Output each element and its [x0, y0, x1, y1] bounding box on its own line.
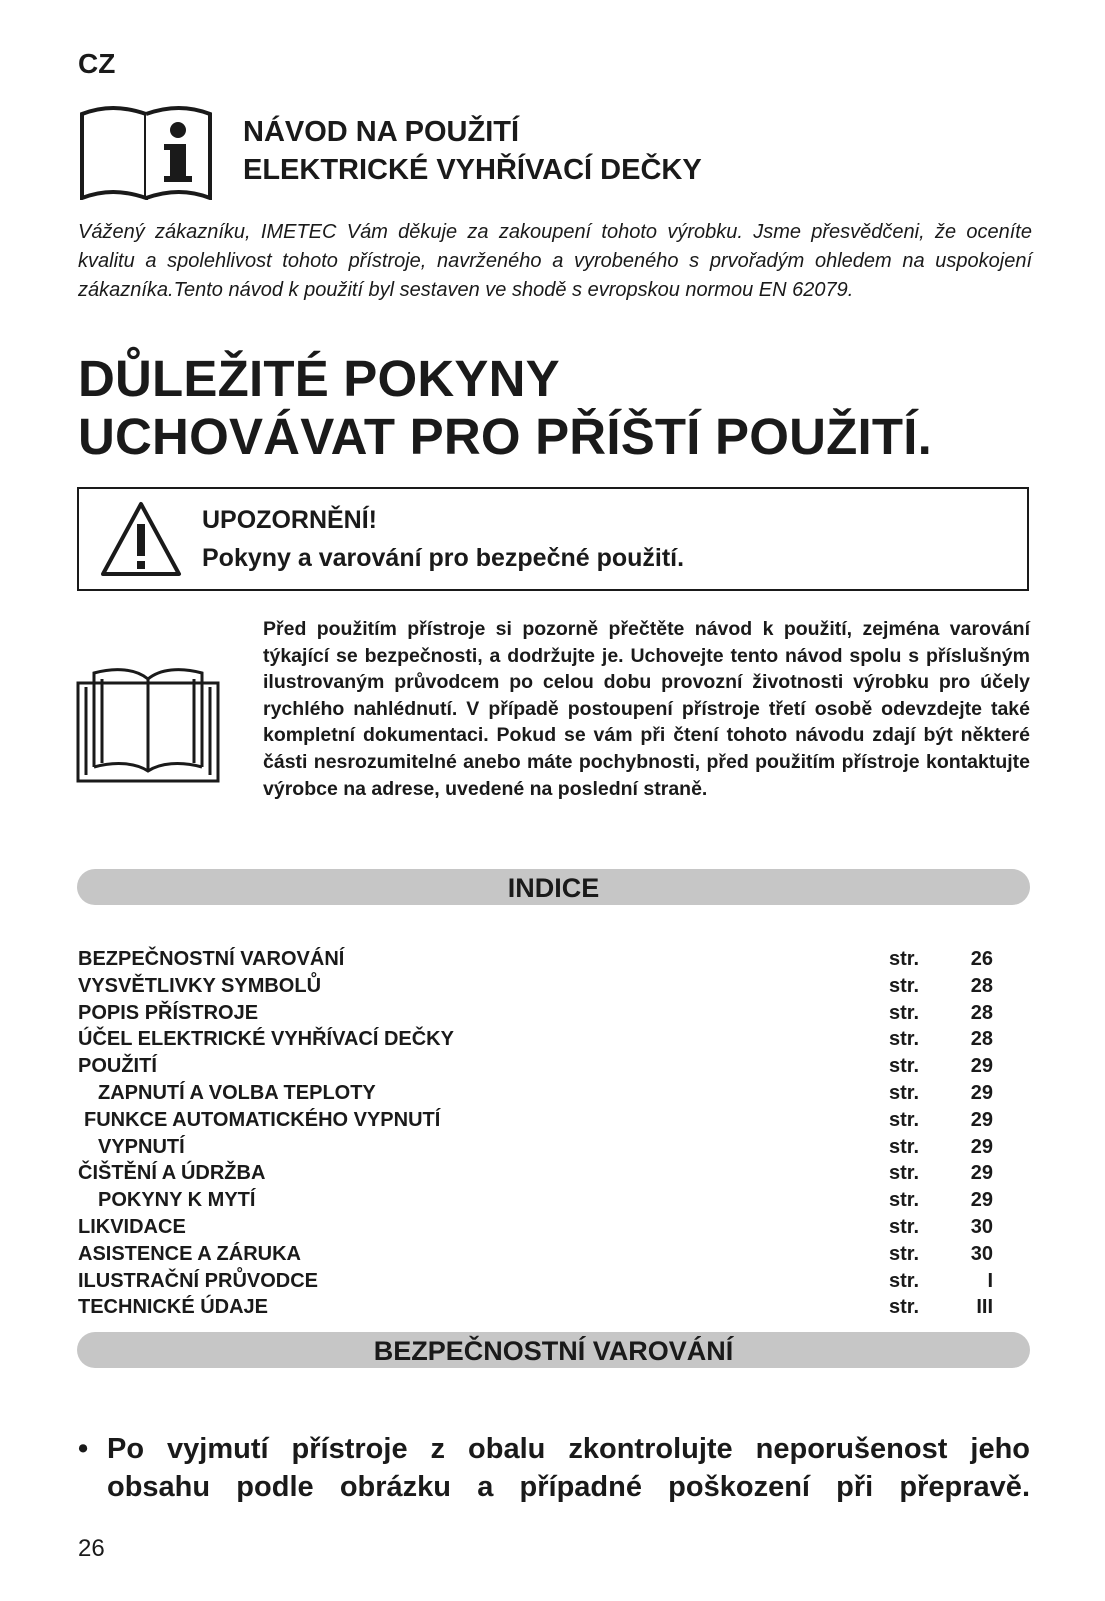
important-line2: UCHOVÁVAT PRO PŘÍŠTÍ POUŽITÍ.: [78, 408, 932, 465]
warning-text: [202, 501, 684, 577]
toc-row: [78, 1241, 993, 1268]
read-manual-paragraph: Před použitím přístroje si pozorně přečtěte návod k použití, zejména varování týkající se bezpečnosti, a dodržujte je. Uchovejte tento návod spolu s příslušným ilustrovaným průvodcem po celou dobu provozní životnosti výrobku pro účely rychlého nahlédnutí. V případě postoupení přístroje třetí osobě odevzdejte také kompletní dokumentaci. Pokud se vám při čtení tohoto návodu zdají být některé části nesrozumitelné anebo máte pochybnosti, před použitím přístroje kontaktujte výrobce na adrese, uvedené na poslední straně.: [263, 618, 1030, 800]
toc-row: [78, 1053, 993, 1080]
toc-page-number: 29: [970, 1081, 993, 1104]
toc-entry-title: BEZPEČNOSTNÍ VAROVÁNÍ: [78, 948, 345, 970]
toc-page-number: 30: [970, 1215, 993, 1238]
toc-page-number: 28: [970, 974, 993, 997]
page-number: 26: [78, 1535, 105, 1562]
toc-entry-title: VYPNUTÍ: [98, 1135, 185, 1158]
toc-page-number: 26: [970, 948, 993, 970]
toc-page-number: 29: [970, 1189, 993, 1212]
bullet-icon: •: [78, 1433, 89, 1465]
manual-title-line2: ELEKTRICKÉ VYHŘÍVACÍ DEČKY: [243, 154, 702, 186]
toc-row: [78, 1214, 993, 1241]
toc-row: [78, 1294, 993, 1321]
toc-page-number: 29: [970, 1135, 993, 1158]
toc-page-number: 29: [970, 1108, 993, 1131]
warning-heading: UPOZORNĚNÍ!: [202, 506, 377, 534]
toc-page-prefix: str.: [889, 1108, 920, 1131]
index-heading: INDICE: [77, 869, 1030, 905]
toc-page-number: III: [976, 1296, 993, 1319]
safety-bullet-line1: Po vyjmutí přístroje z obalu zkontrolujte neporušenost jeho: [107, 1433, 1030, 1465]
important-notice: [78, 350, 932, 466]
toc-row: [78, 1268, 993, 1295]
toc-page-prefix: str.: [889, 948, 920, 970]
warning-subheading: Pokyny a varování pro bezpečné použití.: [202, 544, 685, 572]
info-manual-icon: [78, 104, 214, 200]
toc-page-number: I: [987, 1269, 993, 1292]
toc-entry-title: ILUSTRAČNÍ PRŮVODCE: [78, 1269, 319, 1292]
toc-page-number: 30: [970, 1242, 993, 1265]
warning-triangle-icon: [99, 499, 183, 579]
toc-entry-title: ASISTENCE A ZÁRUKA: [78, 1242, 301, 1265]
toc-page-prefix: str.: [889, 1242, 920, 1265]
open-manual-icon: [76, 667, 220, 783]
manual-title-line1: NÁVOD NA POUŽITÍ: [243, 116, 520, 148]
toc-page-prefix: str.: [889, 1269, 920, 1292]
language-code: CZ: [78, 48, 116, 79]
toc-page-prefix: str.: [889, 1081, 920, 1104]
toc-row: [78, 1000, 993, 1027]
toc-entry-title: POUŽITÍ: [78, 1055, 157, 1078]
toc-entry-title: LIKVIDACE: [78, 1215, 186, 1238]
toc-page-number: 29: [970, 1162, 993, 1185]
toc-entry-title: POPIS PŘÍSTROJE: [78, 1001, 259, 1024]
toc-entry-title: ÚČEL ELEKTRICKÉ VYHŘÍVACÍ DEČKY: [78, 1028, 454, 1051]
toc-entry-title: FUNKCE AUTOMATICKÉHO VYPNUTÍ: [84, 1108, 441, 1131]
table-of-contents: [78, 946, 993, 1321]
manual-title: [243, 113, 702, 189]
toc-page-number: 28: [970, 1028, 993, 1051]
warning-box: [77, 487, 1029, 591]
toc-entry-title: TECHNICKÉ ÚDAJE: [78, 1296, 269, 1319]
intro-paragraph: Vážený zákazníku, IMETEC Vám děkuje za zakoupení tohoto výrobku. Jsme přesvědčeni, že oceníte kvalitu a spolehlivost tohoto přístroje, navrženého a vyrobeného s prvořadým ohledem na uspokojení zákazníka.Tento návod k použití byl sestaven ve shodě s evropskou normou EN 62079.: [78, 221, 1032, 301]
toc-page-prefix: str.: [889, 1001, 920, 1024]
safety-bullet-line2: obsahu podle obrázku a případné poškození při přepravě.: [107, 1471, 1030, 1503]
toc-row: [78, 1134, 993, 1161]
toc-page-prefix: str.: [889, 1189, 920, 1212]
toc-row: [78, 1026, 993, 1053]
toc-page-prefix: str.: [889, 1215, 920, 1238]
toc-row: [78, 1080, 993, 1107]
toc-row: [78, 1107, 993, 1134]
toc-entry-title: ČIŠTĚNÍ A ÚDRŽBA: [78, 1162, 266, 1185]
safety-heading: BEZPEČNOSTNÍ VAROVÁNÍ: [77, 1332, 1030, 1368]
toc-page-number: 29: [970, 1055, 993, 1078]
toc-page-prefix: str.: [889, 1162, 920, 1185]
toc-page-prefix: str.: [889, 1296, 920, 1319]
toc-row: [78, 973, 993, 1000]
toc-row: [78, 1187, 993, 1214]
toc-page-number: 28: [970, 1001, 993, 1024]
toc-entry-title: VYSVĚTLIVKY SYMBOLŮ: [78, 974, 322, 997]
important-line1: DŮLEŽITÉ POKYNY: [78, 350, 560, 407]
toc-row: [78, 1160, 993, 1187]
toc-page-prefix: str.: [889, 974, 920, 997]
toc-page-prefix: str.: [889, 1055, 920, 1078]
toc-entry-title: ZAPNUTÍ A VOLBA TEPLOTY: [98, 1081, 376, 1104]
toc-row: [78, 946, 993, 973]
toc-entry-title: POKYNY K MYTÍ: [98, 1189, 256, 1212]
toc-page-prefix: str.: [889, 1028, 920, 1051]
safety-bullet-text: [107, 1430, 1030, 1506]
toc-page-prefix: str.: [889, 1135, 920, 1158]
